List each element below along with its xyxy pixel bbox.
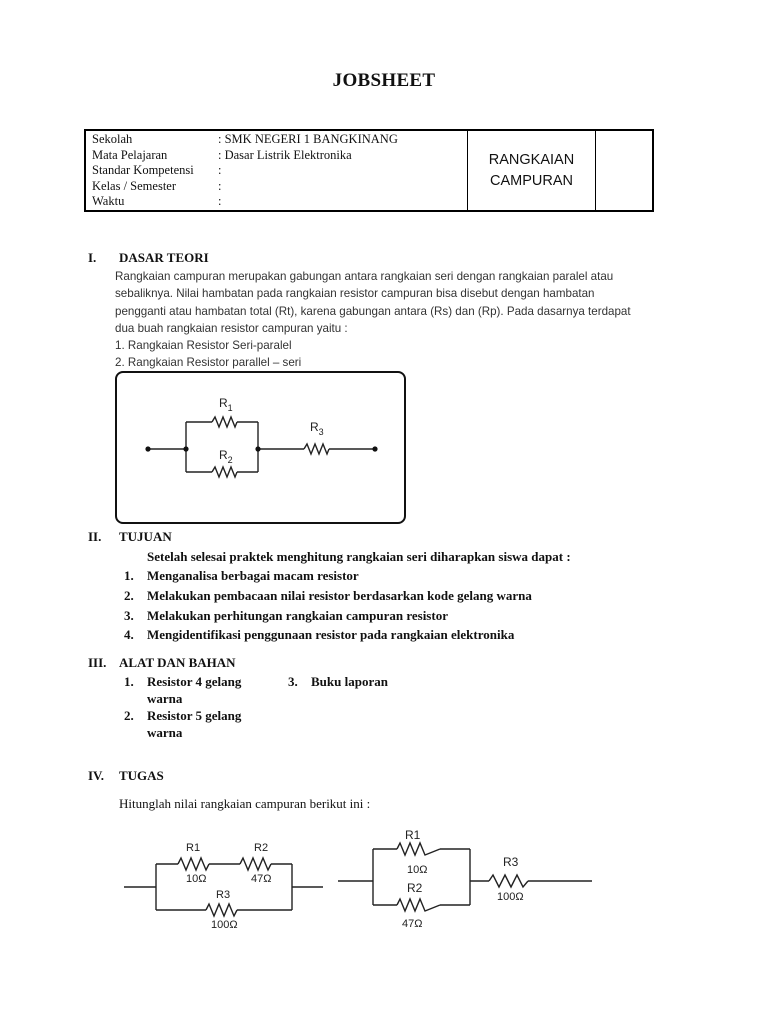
subscript: 3 <box>318 427 324 437</box>
info-key: Standar Kompetensi <box>92 163 194 177</box>
page-title: JOBSHEET <box>332 70 436 91</box>
task-circuit-b <box>338 843 592 911</box>
circuit-b-r2-label: R2 <box>407 881 423 895</box>
theory-line: Rangkaian campuran merupakan gabungan antara rangkaian seri dengan rangkaian paralel atau <box>115 270 614 283</box>
circuit-a-r2-label: R2 <box>254 842 269 854</box>
info-value: : SMK NEGERI 1 BANGKINANG <box>218 132 398 146</box>
theory-line: dua buah rangkaian resistor campuran yaitu : <box>115 321 348 335</box>
circuit-b-r3-label: R3 <box>503 855 519 869</box>
section-title: DASAR TEORI <box>119 250 209 265</box>
info-key: Kelas / Semester <box>92 178 177 193</box>
section-number: III. <box>88 655 107 670</box>
theory-line: 1. Rangkaian Resistor Seri-paralel <box>115 339 292 353</box>
topic-line: RANGKAIAN <box>488 151 575 168</box>
theory-line: 2. Rangkaian Resistor parallel – seri <box>115 356 302 370</box>
info-key: Sekolah <box>92 132 133 146</box>
theory-line: pengganti atau hambatan total (Rt), karena gabungan antara (Rs) dan (Rp). Pada dasarnya terdapat <box>115 304 631 318</box>
header-info-cell <box>86 131 468 210</box>
section-number: II. <box>88 529 102 544</box>
svg-text:R3 <box>310 420 324 437</box>
circuit-diagram-box <box>115 371 406 524</box>
resistor-label-r3: R <box>310 420 319 434</box>
info-value: : <box>218 178 222 193</box>
info-row-school <box>92 132 461 148</box>
resistor-label-r1: R <box>219 396 228 410</box>
resistor-label-r2: R <box>219 448 228 462</box>
circuit-a-r2-value: 47Ω <box>251 873 272 885</box>
circuit-a-r1-value: 10Ω <box>186 873 207 885</box>
section-number: IV. <box>88 768 105 783</box>
theory-line: sebaliknya. Nilai hambatan pada rangkaian resistor campuran bisa disebut dengan hambatan <box>115 287 595 301</box>
info-value: : <box>218 194 222 208</box>
task-intro: Hitunglah nilai rangkaian campuran berikut ini : <box>119 796 371 811</box>
svg-text:R2 <box>219 448 233 465</box>
section-title: TUJUAN <box>119 529 172 544</box>
info-key: Waktu <box>92 194 125 208</box>
tools-list-left <box>124 673 241 741</box>
empty-cell <box>596 131 652 210</box>
circuit-a-r3-label: R3 <box>216 889 231 901</box>
circuit-b-r3-value: 100Ω <box>497 891 524 903</box>
header-table <box>84 129 654 212</box>
list-item: 4. Mengidentifikasi penggunaan resistor pada rangkaian elektronika <box>124 627 515 643</box>
info-value: : Dasar Listrik Elektronika <box>218 147 352 162</box>
list-item: 3. Melakukan perhitungan rangkaian campuran resistor <box>124 607 448 623</box>
info-value: : <box>218 163 222 177</box>
task-circuit-a <box>124 858 323 916</box>
circuit-a-r3-value: 100Ω <box>211 919 238 931</box>
list-item: 2. Melakukan pembacaan nilai resistor berdasarkan kode gelang warna <box>124 587 532 603</box>
circuit-b-r2-value: 47Ω <box>402 918 423 930</box>
topic-cell <box>468 131 596 210</box>
list-item: 3. Buku laporan <box>288 674 388 689</box>
tools-list-right <box>288 673 388 690</box>
circuit-b-r1-label: R1 <box>405 828 421 842</box>
parallel-series-circuit-diagram <box>117 373 404 522</box>
objectives-intro: Setelah selesai praktek menghitung rangkaian seri diharapkan siswa dapat : <box>147 549 571 564</box>
topic-line: CAMPURAN <box>490 172 573 189</box>
objectives-list <box>124 566 532 645</box>
info-key: Mata Pelajaran <box>92 147 168 162</box>
svg-text:R1 <box>219 396 233 413</box>
info-row-time <box>92 194 461 210</box>
task-circuits <box>0 815 768 945</box>
info-row-subject <box>92 148 461 164</box>
circuit-b-r1-value: 10Ω <box>407 864 428 876</box>
info-row-class <box>92 179 461 195</box>
section-number: I. <box>88 250 97 265</box>
list-item: 1. Resistor 4 gelang warna <box>124 674 242 706</box>
subscript: 2 <box>227 455 233 465</box>
list-item: 2. Resistor 5 gelang warna <box>124 708 242 740</box>
list-item: 1. Menganalisa berbagai macam resistor <box>124 568 359 583</box>
info-row-competency <box>92 163 461 179</box>
theory-text <box>115 268 710 372</box>
section-title: TUGAS <box>119 768 164 783</box>
circuit-a-r1-label: R1 <box>186 842 201 854</box>
section-title: ALAT DAN BAHAN <box>119 655 236 670</box>
subscript: 1 <box>227 403 233 413</box>
